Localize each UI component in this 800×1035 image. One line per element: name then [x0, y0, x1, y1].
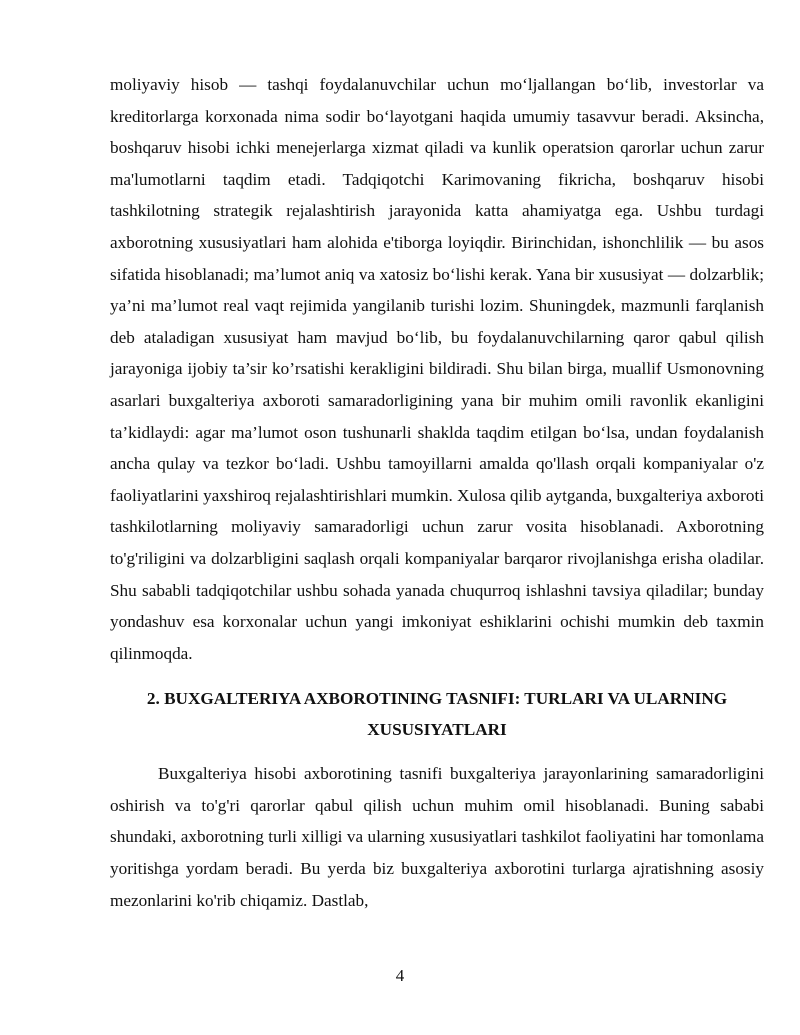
- page-number: 4: [395, 966, 405, 985]
- section-heading-line-2: XUSUSIYATLARI: [367, 720, 507, 740]
- section-heading-line-1: 2. BUXGALTERIYA AXBOROTINING TASNIFI: TURLARI VA ULARNING: [146, 689, 728, 709]
- section-heading: [110, 683, 764, 745]
- paragraph-continuation: moliyaviy hisob — tashqi foydalanuvchilar uchun mo‘ljallangan bo‘lib, investorlar va kreditorlarga korxonada nima sodir bo‘layotgani haqida umumiy tasavvur beradi. Aksincha, boshqaruv hisobi ichki menejerlarga xizmat qiladi va kunlik operatsion qarorlar uchun zarur ma'lumotlarni taqdim etadi. Tadqiqotchi Karimovaning fikricha, boshqaruv hisobi tashkilotning strategik rejalashtirish jarayonida katta ahamiyatga ega. Ushbu turdagi axborotning xususiyatlari ham alohida e'tiborga loyiqdir. Birinchidan, ishonchlilik — bu asos sifatida hisoblanadi; ma’lumot aniq va xatosiz bo‘lishi kerak. Yana bir xususiyat — dolzarblik; ya’ni ma’lumot real vaqt rejimida yangilanib turishi lozim. Shuningdek, mazmunli farqlanish deb ataladigan xususiyat ham mavjud bo‘lib, bu foydalanuvchilarning qaror qabul qilish jarayoniga ijobiy ta’sir ko’rsatishi kerakligini bildiradi. Shu bilan birga, muallif Usmonovning asarlari buxgalteriya axboroti samaradorligining yana bir muhim omili ravonlik ekanligini ta’kidlaydi: agar ma’lumot oson tushunarli shaklda taqdim etilgan bo‘lsa, undan foydalanish ancha qulay va tezkor bo‘ladi. Ushbu tamoyillarni amalda qo'llash orqali kompaniyalar o'z faoliyatlarini yaxshiroq rejalashtirishlari mumkin. Xulosa qilib aytganda, buxgalteriya axboroti tashkilotlarning moliyaviy samaradorligi uchun zarur vosita hisoblanadi. Axborotning to'g'riligini va dolzarbligini saqlash orqali kompaniyalar barqaror rivojlanishga erisha oladilar. Shu sababli tadqiqotchilar ushbu sohada yanada chuqurroq ishlashni tavsiya qiladilar; bunday yondashuv esa korxonalar uchun yangi imkoniyat eshiklarini ochishi mumkin deb taxmin qilinmoqda.: [110, 75, 764, 663]
- paragraph-section-intro: Buxgalteriya hisobi axborotining tasnifi buxgalteriya jarayonlarining samaradorligini oshirish va to'g'ri qarorlar qabul qilish uchun muhim omil hisoblanadi. Buning sababi shundaki, axborotning turli xilligi va ularning xususiyatlari tashkilot faoliyatini har tomonlama yoritishga yordam beradi. Bu yerda biz buxgalteriya axborotini turlarga ajratishning asosiy mezonlarini ko'rib chiqamiz. Dastlab,: [110, 764, 764, 910]
- page-body: [110, 69, 764, 916]
